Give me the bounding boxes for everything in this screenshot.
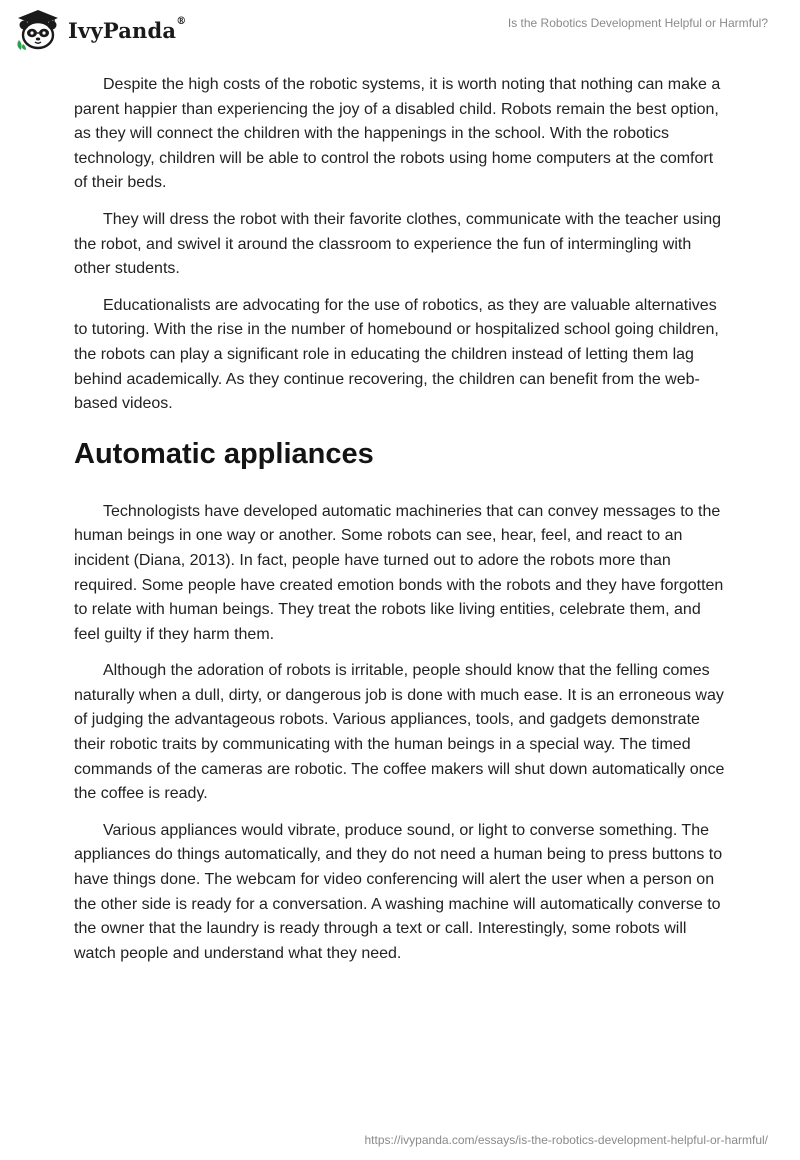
essay-title: Is the Robotics Development Helpful or Harmful? bbox=[507, 16, 768, 30]
paragraph: Despite the high costs of the robotic systems, it is worth noting that nothing can make a parent happier than experiencing the joy of a disabled child. Robots remain the best option, as they will connect the children with the happenings in the school. With the robotics technology, children will be able to control the robots using home computers at the comfort of their beds. bbox=[74, 76, 721, 192]
paragraph: Although the adoration of robots is irritable, people should know that the felling comes naturally when a dull, dirty, or dangerous job is done with much ease. It is an erroneous way of judging the advantageous robots. Various appliances, tools, and gadgets demonstrate their robotic traits by communicating with the human beings in a special way. The timed commands of the cameras are robotic. The coffee makers will shut down automatically once the coffee is ready. bbox=[74, 662, 725, 803]
paragraph: Various appliances would vibrate, produce sound, or light to converse something. The appliances do things automatically, and they do not need a human being to press buttons to have things done. The webcam for video conferencing will alert the user when a person on the other side is ready for a conversation. A washing machine will automatically converse to the owner that the laundry is ready through a text or call. Interestingly, some robots will watch people and understand what they need. bbox=[74, 821, 723, 962]
paragraph: Educationalists are advocating for the use of robotics, as they are valuable alternatives to tutoring. With the rise in the number of homebound or hospitalized school going children, the robots can play a significant role in educating the children instead of letting them lag behind academically. As they continue recovering, the children can benefit from the web-based videos. bbox=[74, 296, 719, 413]
section-heading: Automatic appliances bbox=[74, 437, 374, 470]
paragraph: Technologists have developed automatic machineries that can convey messages to the human beings in one way or another. Some robots can see, hear, feel, and react to an incident (Diana, 2013). In fact, people have turned out to adore the robots more than required. Some people have created emotion bonds with the robots and they have forgotten to relate with human beings. They treat the robots like living entities, celebrate them, and feel guilty if they harm them. bbox=[74, 502, 724, 643]
essay-body bbox=[74, 73, 728, 978]
registered-mark: ® bbox=[176, 15, 187, 27]
page-header bbox=[0, 0, 800, 70]
panda-graduate-icon bbox=[14, 8, 62, 50]
ivypanda-logo[interactable] bbox=[14, 8, 186, 50]
paragraph: They will dress the robot with their favorite clothes, communicate with the teacher using the robot, and swivel it around the classroom to experience the fun of intermingling with other students. bbox=[74, 210, 722, 278]
brand-name: IvyPanda® bbox=[68, 15, 187, 43]
source-url[interactable]: https://ivypanda.com/essays/is-the-robotics-development-helpful-or-harmful/ bbox=[364, 1133, 768, 1147]
